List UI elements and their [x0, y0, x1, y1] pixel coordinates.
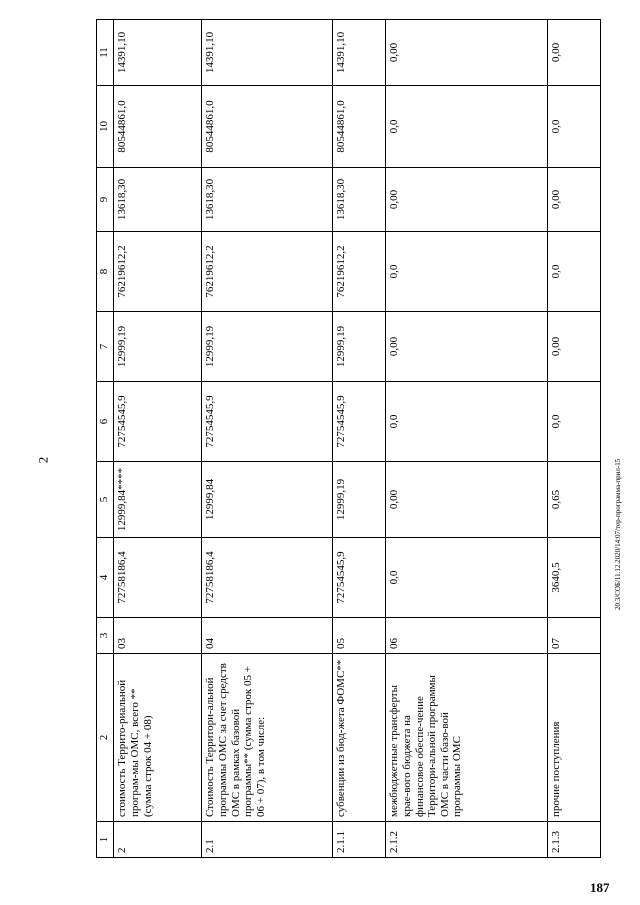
row-id: 2: [114, 822, 202, 858]
cell-value: 76219612,2: [333, 232, 386, 312]
cell-value: 12999,19: [333, 462, 386, 538]
row-description: стоимость Террито-риальной програм-мы ОМС, всего ** (сумма строк 04 + 08): [114, 654, 202, 822]
col-header: 3: [97, 618, 114, 654]
cell-value: 0,0: [386, 86, 548, 168]
row-description: прочие поступления: [547, 654, 600, 822]
col-header: 1: [97, 822, 114, 858]
cell-value: 0,00: [547, 168, 600, 232]
cell-value: 80544861,0: [333, 86, 386, 168]
cell-value: 0,0: [547, 382, 600, 462]
cell-value: 0,00: [547, 20, 600, 86]
col-header: 7: [97, 312, 114, 382]
cell-value: 72758186,4: [202, 538, 333, 618]
cell-value: 13618,30: [202, 168, 333, 232]
cell-value: 80544861,0: [114, 86, 202, 168]
col-header: 5: [97, 462, 114, 538]
row-code: 05: [333, 618, 386, 654]
table-row: [114, 20, 202, 858]
financial-table-container: [96, 31, 601, 858]
cell-value: 0,00: [386, 462, 548, 538]
cell-value: 0,00: [386, 312, 548, 382]
cell-value: 76219612,2: [114, 232, 202, 312]
cell-value: 76219612,2: [202, 232, 333, 312]
row-code: 04: [202, 618, 333, 654]
col-header: 9: [97, 168, 114, 232]
table-row: [547, 20, 600, 858]
col-header: 2: [97, 654, 114, 822]
cell-value: 0,00: [386, 20, 548, 86]
row-description: Стоимость Территори-альной программы ОМС за счет средств ОМС в рамках базовой программы** (сумма строк 05 + 06 + 07), в том числе:: [202, 654, 333, 822]
side-note: 20.3/СОБ/11.12.2020/14:07/тер-программа-прил-15: [614, 458, 622, 610]
cell-value: 72754545,9: [333, 538, 386, 618]
cell-value: 0,0: [547, 232, 600, 312]
financial-table: [96, 19, 601, 858]
table-row: [333, 20, 386, 858]
cell-value: 0,0: [386, 382, 548, 462]
cell-value: 0,0: [386, 232, 548, 312]
col-header: 11: [97, 20, 114, 86]
cell-value: 72758186,4: [114, 538, 202, 618]
row-id: 2.1.2: [386, 822, 548, 858]
cell-value: 13618,30: [333, 168, 386, 232]
row-id: 2.1.1: [333, 822, 386, 858]
cell-value: 72754545,9: [202, 382, 333, 462]
row-description: субвенции из бюд-жета ФОМС**: [333, 654, 386, 822]
col-header: 10: [97, 86, 114, 168]
cell-value: 12999,84****: [114, 462, 202, 538]
col-header: 4: [97, 538, 114, 618]
row-code: 07: [547, 618, 600, 654]
cell-value: 0,0: [386, 538, 548, 618]
cell-value: 72754545,9: [333, 382, 386, 462]
row-code: 03: [114, 618, 202, 654]
row-id: 2.1.3: [547, 822, 600, 858]
row-id: 2.1: [202, 822, 333, 858]
row-description: межбюджетные трансферты крае-вого бюджета на финансовое обеспе-чение Территори-альной программы ОМС в части базо-вой программы ОМС: [386, 654, 548, 822]
cell-value: 12999,84: [202, 462, 333, 538]
row-code: 06: [386, 618, 548, 654]
cell-value: 0,65: [547, 462, 600, 538]
table-row: [202, 20, 333, 858]
cell-value: 12999,19: [114, 312, 202, 382]
col-header: 6: [97, 382, 114, 462]
cell-value: 72754545,9: [114, 382, 202, 462]
table-header-row: [97, 20, 114, 858]
cell-value: 80544861,0: [202, 86, 333, 168]
footer-page-number: 187: [590, 880, 610, 895]
cell-value: 13618,30: [114, 168, 202, 232]
cell-value: 3640,5: [547, 538, 600, 618]
cell-value: 0,00: [386, 168, 548, 232]
cell-value: 14391,10: [202, 20, 333, 86]
cell-value: 14391,10: [333, 20, 386, 86]
cell-value: 12999,19: [202, 312, 333, 382]
page-number: 2: [35, 456, 51, 464]
cell-value: 0,0: [547, 86, 600, 168]
table-row: [386, 20, 548, 858]
cell-value: 14391,10: [114, 20, 202, 86]
cell-value: 12999,19: [333, 312, 386, 382]
cell-value: 0,00: [547, 312, 600, 382]
col-header: 8: [97, 232, 114, 312]
